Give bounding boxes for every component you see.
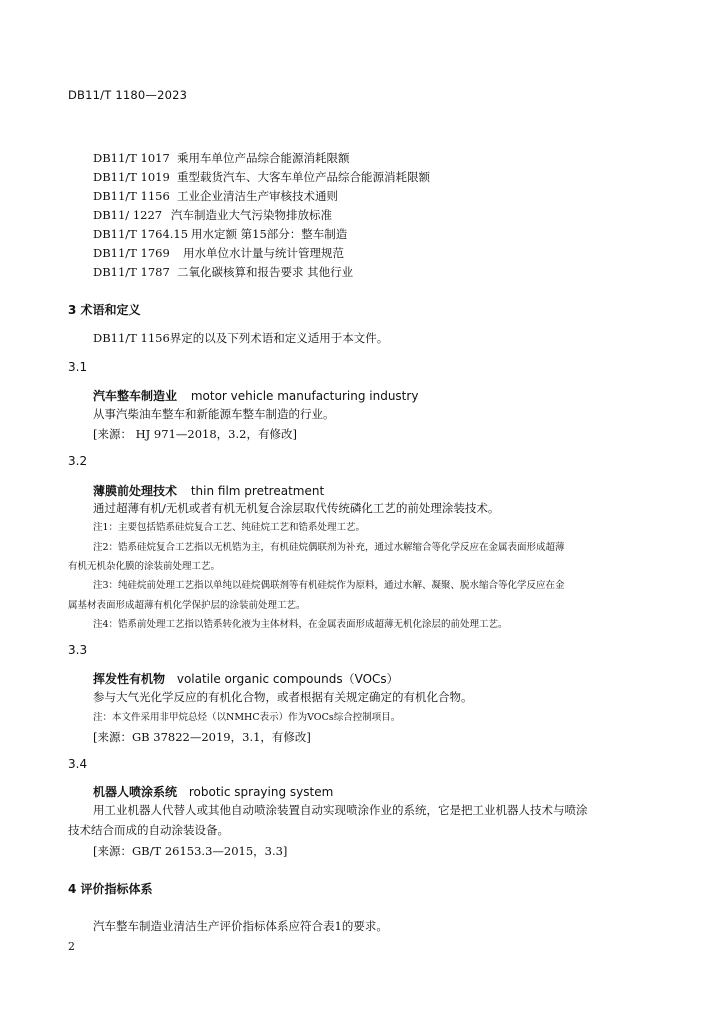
term-title-en: volatile organic compounds（VOCs）	[176, 672, 399, 686]
term-note: 注4：锆系前处理工艺指以锆系转化液为主体材料，在金属表面形成超薄无机化涂层的前处理工艺。	[93, 619, 508, 630]
reference-title: 重型载货汽车、大客车单位产品综合能源消耗限额	[177, 170, 430, 184]
term-title	[93, 670, 399, 687]
term-source: [来源：GB 37822—2019，3.1，有修改]	[93, 730, 311, 744]
document-code-header: DB11/T 1180—2023	[68, 88, 188, 102]
reference-code: DB11/T 1017	[93, 151, 170, 165]
term-title-en: motor vehicle manufacturing industry	[190, 389, 419, 403]
section-heading: 4 评价指标体系	[68, 882, 153, 896]
term-source: [来源：GB/T 26153.3—2015，3.3]	[93, 844, 288, 858]
reference-code: DB11/T 1787	[93, 265, 170, 279]
page-number: 2	[68, 940, 75, 953]
term-note: 注1：主要包括锆系硅烷复合工艺、纯硅烷工艺和锆系处理工艺。	[93, 522, 366, 533]
section-heading: 3 术语和定义	[68, 303, 141, 317]
term-source: [来源： HJ 971—2018，3.2，有修改]	[93, 427, 297, 441]
term-note-continued: 属基材表面形成超薄有机化学保护层的涂装前处理工艺。	[68, 600, 306, 611]
reference-title: 用水定额 第15部分：整车制造	[191, 227, 348, 241]
term-title	[93, 482, 324, 499]
term-title-zh: 薄膜前处理技术	[93, 484, 178, 498]
term-note-continued: 有机无机杂化膜的涂装前处理工艺。	[68, 561, 221, 572]
reference-item	[93, 264, 353, 280]
term-title	[93, 387, 418, 404]
term-title	[93, 783, 333, 800]
term-number: 3.1	[68, 360, 88, 374]
reference-item	[93, 188, 338, 204]
reference-code: DB11/T 1156	[93, 189, 170, 203]
term-note: 注3：纯硅烷前处理工艺指以单纯以硅烷偶联剂等有机硅烷作为原料，通过水解、凝聚、脱水缩合等化学反应在金	[93, 580, 565, 591]
reference-item	[93, 207, 332, 223]
term-title-en: robotic spraying system	[188, 785, 334, 799]
reference-code: DB11/T 1764.15	[93, 227, 189, 241]
term-number: 3.2	[68, 454, 88, 468]
reference-item	[93, 245, 344, 261]
reference-item	[93, 169, 430, 185]
section-body: 汽车整车制造业清洁生产评价指标体系应符合表1的要求。	[93, 919, 388, 933]
term-note: 注2：锆系硅烷复合工艺指以无机锆为主，有机硅烷偶联剂为补充，通过水解缩合等化学反应在金属表面形成超薄	[93, 542, 565, 553]
reference-title: 工业企业清洁生产审核技术通则	[177, 189, 338, 203]
term-title-zh: 机器人喷涂系统	[93, 785, 178, 799]
term-title-zh: 挥发性有机物	[93, 672, 166, 686]
term-definition: 用工业机器人代替人或其他自动喷涂装置自动实现喷涂作业的系统，它是把工业机器人技术与喷涂	[93, 803, 588, 817]
term-title-zh: 汽车整车制造业	[93, 389, 178, 403]
term-number: 3.3	[68, 643, 88, 657]
reference-title: 用水单位水计量与统计管理规范	[183, 246, 344, 260]
reference-title: 汽车制造业大气污染物排放标准	[171, 208, 332, 222]
term-definition: 从事汽柴油车整车和新能源车整车制造的行业。	[93, 407, 335, 421]
section-intro: DB11/T 1156界定的以及下列术语和定义适用于本文件。	[93, 331, 389, 345]
reference-title: 乘用车单位产品综合能源消耗限额	[177, 151, 350, 165]
term-definition-continued: 技术结合而成的自动涂装设备。	[68, 823, 229, 837]
reference-item	[93, 150, 350, 166]
term-definition: 参与大气光化学反应的有机化合物，或者根据有关规定确定的有机化合物。	[93, 690, 473, 704]
term-title-en: thin film pretreatment	[190, 484, 325, 498]
term-definition: 通过超薄有机/无机或者有机无机复合涂层取代传统磷化工艺的前处理涂装技术。	[93, 501, 500, 515]
term-note: 注：本文件采用非甲烷总烃（以NMHC表示）作为VOCs综合控制项目。	[93, 712, 401, 723]
reference-item	[93, 226, 347, 242]
reference-code: DB11/ 1227	[93, 208, 163, 222]
reference-title: 二氧化碳核算和报告要求 其他行业	[177, 265, 354, 279]
term-number: 3.4	[68, 757, 88, 771]
reference-code: DB11/T 1769	[93, 246, 170, 260]
reference-code: DB11/T 1019	[93, 170, 170, 184]
